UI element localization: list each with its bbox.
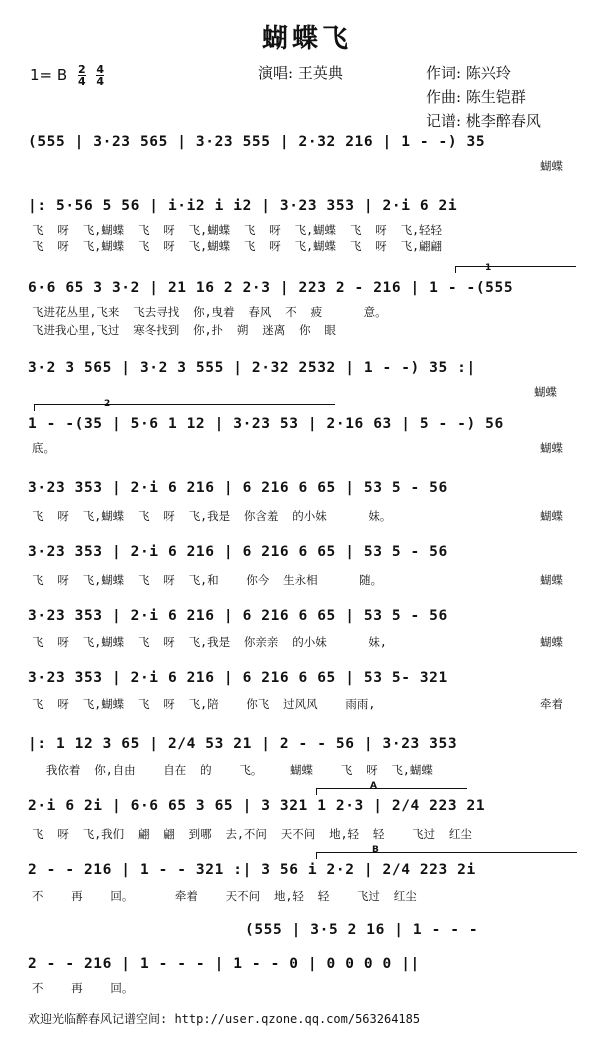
lyric-row: 飞 呀 飞,蝴蝶 飞 呀 飞,我是 你亲亲 的小妹 妹, — [32, 635, 387, 649]
volta-bracket-2 — [34, 404, 335, 411]
side-lyric: 蝴蝶 — [534, 385, 557, 399]
lyric-row: 飞 呀 飞,蝴蝶 飞 呀 飞,和 你今 生永相 随。 — [32, 573, 383, 587]
section-label-b: B — [372, 845, 379, 855]
singer-credit: 演唱: 王英典 — [258, 64, 343, 82]
footer-note: 欢迎光临醉春风记谱空间: http://user.qzone.qq.com/563264185 — [28, 1012, 421, 1026]
notation-row: 3·23 353 | 2·i 6 216 | 6 216 6 65 | 53 5 - 56 — [28, 608, 448, 624]
song-title: 蝴蝶飞 — [261, 24, 352, 54]
lyricist-credit: 作词: 陈兴玲 — [426, 64, 511, 82]
notation-row: 6·6 65 3 3·2 | 21 16 2 2·3 | 223 2 - 216 | 1 - -(555 — [28, 280, 514, 296]
time-signature-2: $\frac{4}{4}$ — [96, 63, 105, 88]
key-text: 1= B — [30, 66, 68, 84]
lyric-row: 底。 — [32, 441, 55, 455]
lyric-row: 飞进花丛里,飞来 飞去寻找 你,曳着 春风 不 疲 意。 — [32, 305, 387, 319]
composer-credit: 作曲: 陈生铠群 — [426, 88, 526, 106]
side-lyric: 蝴蝶 — [540, 159, 563, 173]
lyric-row: 不 再 回。 牵着 天不问 地,轻 轻 飞过 红尘 — [32, 889, 417, 903]
lyric-row: 不 再 回。 — [32, 981, 134, 995]
notation-row: 3·23 353 | 2·i 6 216 | 6 216 6 65 | 53 5 - 56 — [28, 544, 448, 560]
side-lyric: 蝴蝶 — [540, 509, 563, 523]
key-signature — [30, 64, 104, 87]
lyric-row: 飞 呀 飞,蝴蝶 飞 呀 飞,蝴蝶 飞 呀 飞,蝴蝶 飞 呀 飞,轻轻 — [32, 223, 443, 237]
notation-row: |: 1 12 3 65 | 2/4 53 21 | 2 - - 56 | 3·23 353 — [28, 736, 458, 752]
notation-row: 3·23 353 | 2·i 6 216 | 6 216 6 65 | 53 5 - 56 — [28, 480, 448, 496]
transcriber-credit: 记谱: 桃李醉春风 — [426, 112, 541, 130]
notation-row: 3·2 3 565 | 3·2 3 555 | 2·32 2532 | 1 - -) 35 :| — [28, 360, 476, 376]
notation-row: 2·i 6 2i | 6·6 65 3 65 | 3 321 1 2·3 | 2/4 223 21 — [28, 798, 486, 814]
notation-row: 3·23 353 | 2·i 6 216 | 6 216 6 65 | 53 5- 321 — [28, 670, 448, 686]
time-signature-1: $\frac{2}{4}$ — [77, 63, 86, 88]
lyric-row: 飞 呀 飞,我们 翩 翩 到哪 去,不问 天不问 地,轻 轻 飞过 红尘 — [32, 827, 472, 841]
notation-row: 1 - -(35 | 5·6 1 12 | 3·23 53 | 2·16 63 | 5 - -) 56 — [28, 416, 504, 432]
section-label-a: A — [370, 781, 377, 791]
section-bracket-a — [316, 788, 467, 795]
side-lyric: 蝴蝶 — [540, 441, 563, 455]
side-lyric: 蝴蝶 — [540, 573, 563, 587]
lyric-row: 飞 呀 飞,蝴蝶 飞 呀 飞,陪 你飞 过风风 雨雨, — [32, 697, 376, 711]
lyric-row: 飞进我心里,飞过 寒冬找到 你,扑 朔 迷离 你 眼 — [32, 323, 336, 337]
notation-row: 2 - - 216 | 1 - - - | 1 - - 0 | 0 0 0 0 || — [28, 956, 420, 972]
lyric-row: 我依着 你,自由 自在 的 飞。 蝴蝶 飞 呀 飞,蝴蝶 — [32, 763, 433, 777]
volta-number: 1 — [485, 263, 492, 273]
notation-row: 2 - - 216 | 1 - - 321 :| 3 56 i 2·2 | 2/4 223 2i — [28, 862, 476, 878]
notation-row: (555 | 3·5 2 16 | 1 - - - — [245, 922, 479, 938]
notation-row: (555 | 3·23 565 | 3·23 555 | 2·32 216 | 1 - -) 35 — [28, 134, 486, 150]
side-lyric: 蝴蝶 — [540, 635, 563, 649]
volta-bracket-1 — [455, 266, 576, 273]
lyric-row: 飞 呀 飞,蝴蝶 飞 呀 飞,我是 你含羞 的小妹 妹。 — [32, 509, 392, 523]
lyric-row: 飞 呀 飞,蝴蝶 飞 呀 飞,蝴蝶 飞 呀 飞,蝴蝶 飞 呀 飞,翩翩 — [32, 239, 443, 253]
volta-number: 2 — [104, 399, 111, 409]
side-lyric: 牵着 — [540, 697, 563, 711]
notation-row: |: 5·56 5 56 | i·i2 i i2 | 3·23 353 | 2·i 6 2i — [28, 198, 458, 214]
section-bracket-b — [316, 852, 577, 859]
